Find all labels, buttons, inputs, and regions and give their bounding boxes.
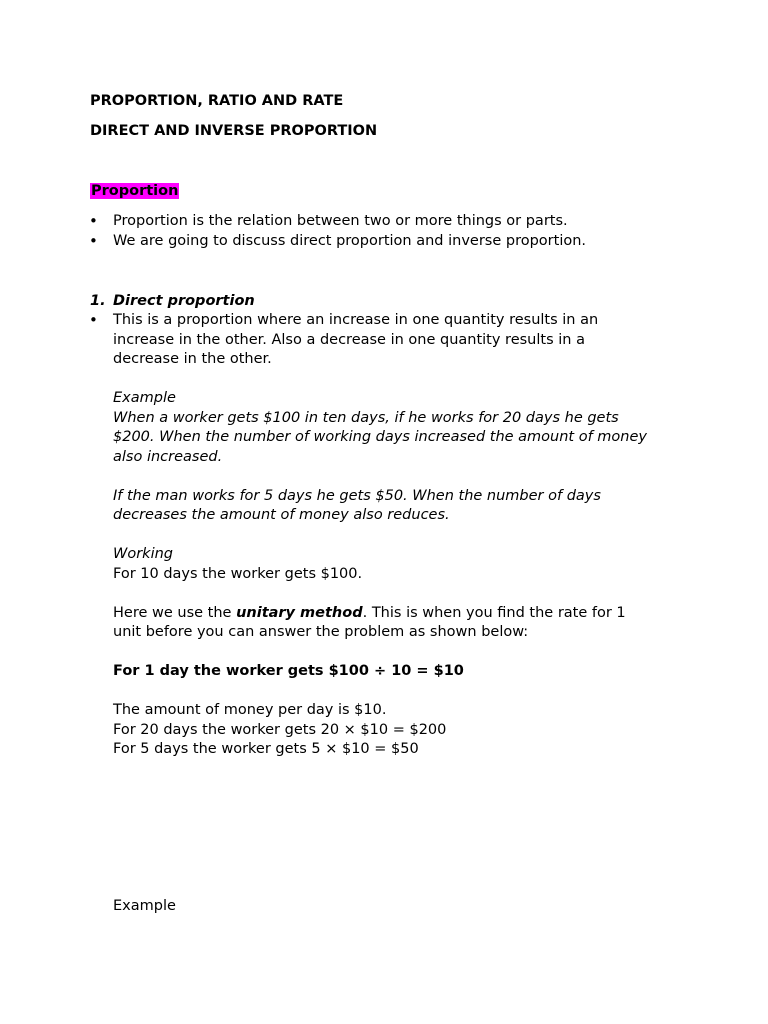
result-line: For 20 days the worker gets 20 × $10 = $200 [113, 722, 447, 738]
working-line: For 10 days the worker gets $100. [113, 566, 363, 582]
unitary-post-text: . This is when you find the rate for 1 [362, 605, 626, 621]
bullet-marker: • [89, 212, 98, 230]
direct-proportion-heading: Direct proportion [113, 293, 255, 309]
section-heading-proportion [90, 182, 179, 202]
definition-line: This is a proportion where an increase in one quantity results in an [113, 312, 599, 328]
unitary-method-line-2: unit before you can answer the problem as shown below: [113, 624, 529, 640]
document-title: PROPORTION, RATIO AND RATE [90, 93, 344, 109]
result-line: For 5 days the worker gets 5 × $10 = $50 [113, 741, 419, 757]
list-item: Proportion is the relation between two or more things or parts. [113, 213, 568, 229]
highlighted-heading: Proportion [91, 183, 179, 199]
rate-calculation: For 1 day the worker gets $100 ÷ 10 = $10 [113, 663, 464, 679]
result-line: The amount of money per day is $10. [113, 702, 387, 718]
working-label: Working [113, 546, 173, 562]
list-item: We are going to discuss direct proportion and inverse proportion. [113, 233, 587, 249]
definition-line: decrease in the other. [113, 351, 272, 367]
bullet-marker: • [89, 311, 98, 329]
unitary-method-line [113, 604, 673, 624]
example-line: also increased. [113, 449, 223, 465]
footer-example-label: Example [113, 898, 176, 914]
definition-line: increase in the other. Also a decrease in one quantity results in a [113, 332, 585, 348]
unitary-term: unitary method [236, 605, 363, 621]
example-label: Example [113, 390, 176, 406]
direct-proportion-number: 1. [90, 293, 106, 309]
unitary-pre-text: Here we use the [113, 605, 237, 621]
document-subtitle: DIRECT AND INVERSE PROPORTION [90, 123, 378, 139]
example-line: When a worker gets $100 in ten days, if he works for 20 days he gets [113, 410, 619, 426]
example-line: decreases the amount of money also reduces. [113, 507, 450, 523]
bullet-marker: • [89, 232, 98, 250]
example-line: If the man works for 5 days he gets $50. When the number of days [113, 488, 601, 504]
example-line: $200. When the number of working days increased the amount of money [113, 429, 647, 445]
